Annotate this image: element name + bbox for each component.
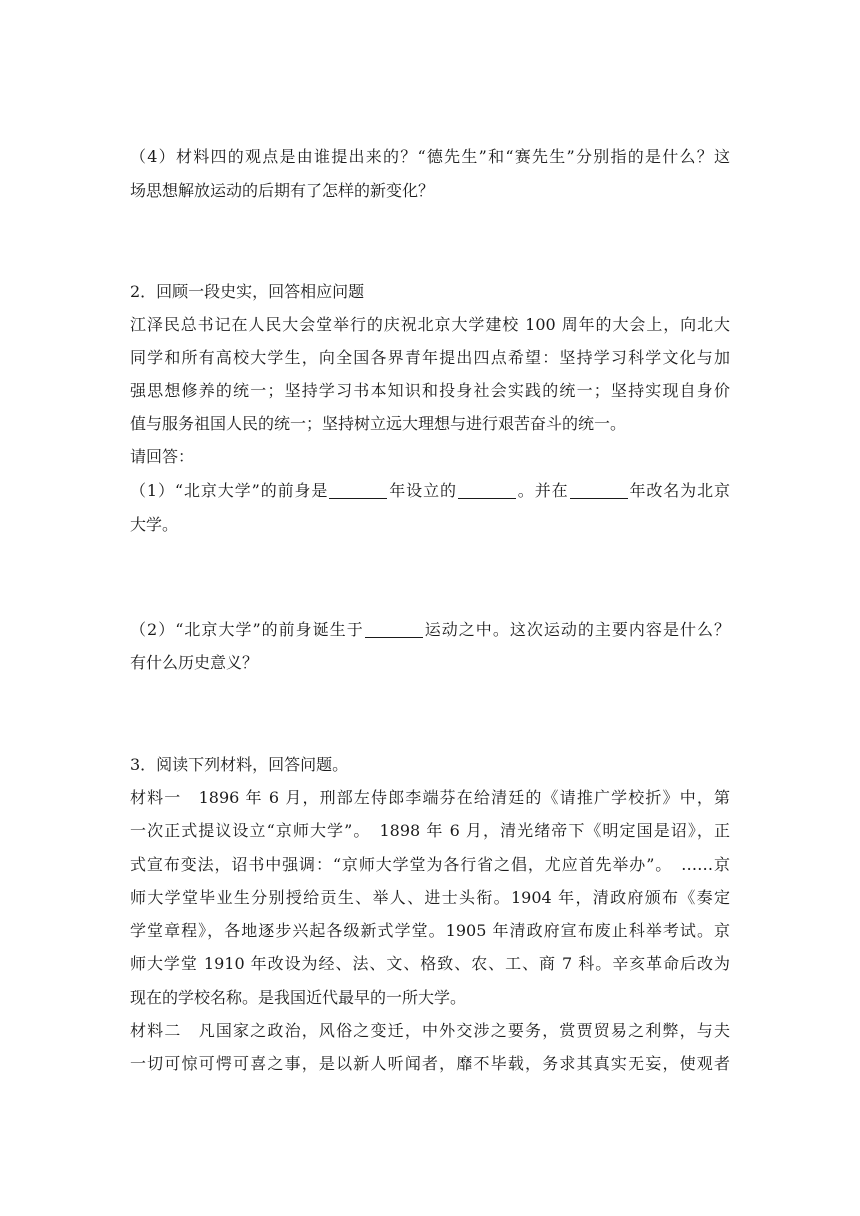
q2-sub1-text: 。并在: [516, 481, 569, 500]
q2-sub2-text: 运动之中。这次运动的主要内容是什么？: [423, 620, 730, 639]
q2-sub1-text: 年改名为北京: [628, 481, 730, 500]
q3-material1-line: 一次正式提议设立“京师大学”。 1898 年 6 月，清光绪帝下《明定国是诏》，正: [130, 821, 730, 840]
q2-sub2-line2: 有什么历史意义？: [130, 653, 259, 672]
q2-sub1-line1: [130, 481, 730, 501]
q2-sub2-line1: [130, 620, 730, 640]
q2-prompt: 请回答：: [130, 447, 195, 466]
q3-material1-line: 师大学堂毕业生分别授给贡生、举人、进士头衔。1904 年，清政府颁布《奏定: [130, 888, 730, 907]
answer-blank[interactable]: [329, 482, 387, 499]
q3-material1-line: 式宣布变法，诏书中强调：“京师大学堂为各行省之倡，尤应首先举办”。 ……京: [130, 855, 730, 874]
q1-part4-line1: （4）材料四的观点是由谁提出来的？“德先生”和“赛先生”分别指的是什么？这: [130, 147, 730, 166]
q3-material2-line: 材料二 凡国家之政治，风俗之变迁，中外交涉之要务，赏贾贸易之利弊，与夫: [130, 1021, 730, 1040]
answer-blank[interactable]: [458, 482, 516, 499]
q3-material1-line: 材料一 1896 年 6 月，刑部左侍郎李端芬在给清廷的《请推广学校折》中，第: [130, 788, 730, 807]
q3-material2-line: 一切可惊可愕可喜之事，是以新人听闻者，靡不毕载，务求其真实无妄，使观者: [130, 1054, 730, 1073]
q2-passage-line: 强思想修养的统一；坚持学习书本知识和投身社会实践的统一；坚持实现自身价: [130, 381, 730, 400]
q2-sub1-text: （1）“北京大学”的前身是: [130, 481, 329, 500]
q3-material1-line: 现在的学校名称。是我国近代最早的一所大学。: [130, 988, 467, 1007]
q2-passage-line: 值与服务祖国人民的统一；坚持树立远大理想与进行艰苦奋斗的统一。: [130, 414, 627, 433]
q3-material1-line: 师大学堂 1910 年改设为经、法、文、格致、农、工、商 7 科。辛亥革命后改为: [130, 954, 730, 973]
q2-sub1-line2: 大学。: [130, 515, 179, 534]
answer-blank[interactable]: [570, 482, 628, 499]
q3-material1-line: 学堂章程》，各地逐步兴起各级新式学堂。1905 年清政府宣布废止科举考试。京: [130, 921, 730, 940]
q2-sub2-text: （2）“北京大学”的前身诞生于: [130, 620, 364, 639]
q2-sub1-text: 年设立的: [388, 481, 457, 500]
q3-heading: 3．阅读下列材料，回答问题。: [130, 755, 349, 774]
q2-heading: 2．回顾一段史实，回答相应问题: [130, 282, 365, 301]
q1-part4-line2: 场思想解放运动的后期有了怎样的新变化？: [130, 181, 435, 200]
q2-passage-line: 同学和所有高校大学生，向全国各界青年提出四点希望：坚持学习科学文化与加: [130, 348, 730, 367]
q2-passage-line: 江泽民总书记在人民大会堂举行的庆祝北京大学建校 100 周年的大会上，向北大: [130, 315, 730, 334]
answer-blank[interactable]: [365, 621, 423, 638]
